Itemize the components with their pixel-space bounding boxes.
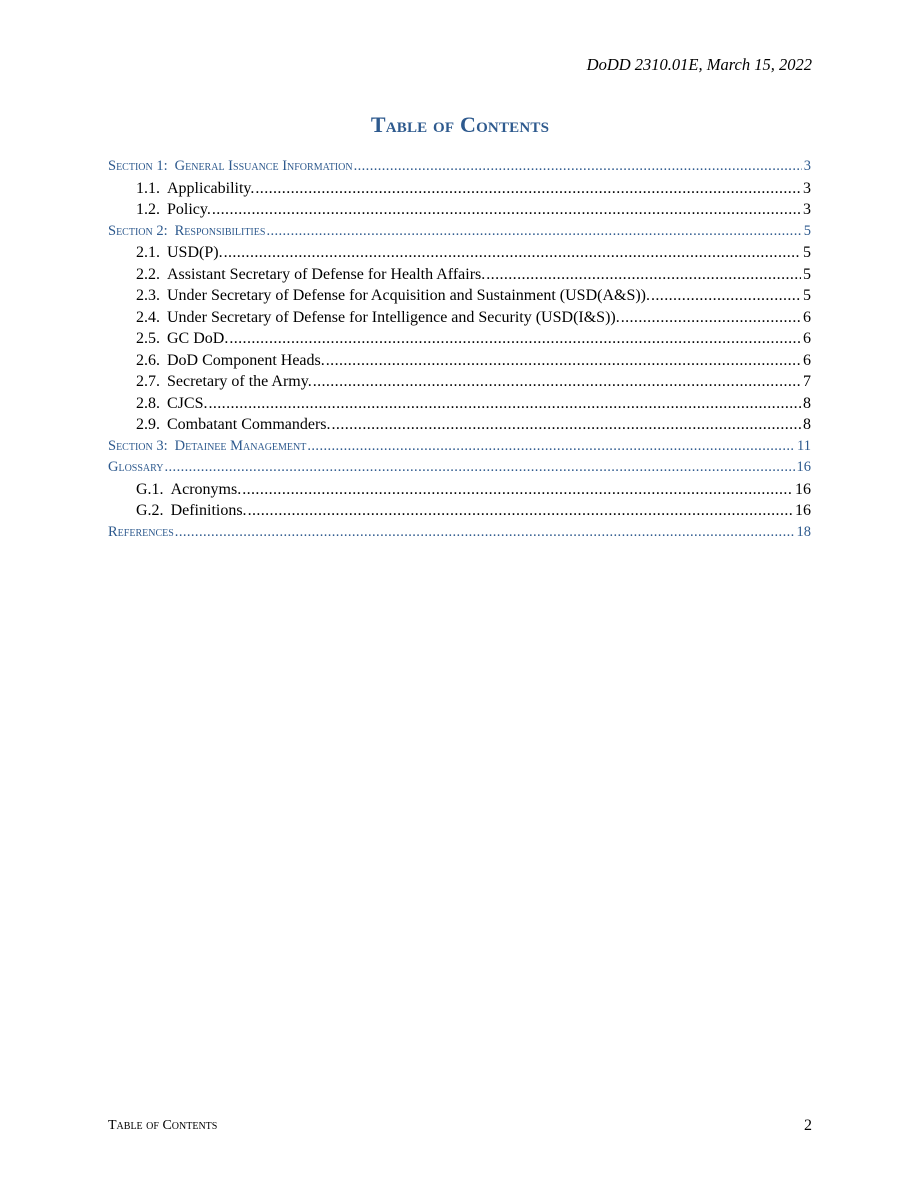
- dot-leader: [224, 242, 801, 264]
- toc-entry-label: Under Secretary of Defense for Intelligence and Security (USD(I&S)).: [167, 308, 620, 326]
- dot-leader: [212, 199, 801, 221]
- toc-entry-page: 16: [795, 480, 811, 498]
- dot-leader: [229, 328, 801, 350]
- toc-item-link[interactable]: [108, 285, 811, 307]
- toc-entry-label: CJCS.: [167, 394, 208, 412]
- toc-entry-label: Under Secretary of Defense for Acquisition and Sustainment (USD(A&S)).: [167, 287, 650, 304]
- toc-section-link[interactable]: [108, 221, 811, 243]
- dot-leader: [307, 436, 795, 458]
- toc-entry-page: 8: [803, 416, 811, 433]
- dot-leader: [486, 264, 801, 286]
- dot-leader: [255, 178, 801, 200]
- toc-entry-label: Assistant Secretary of Defense for Health Affairs.: [167, 265, 486, 283]
- toc-item-link[interactable]: [108, 371, 811, 393]
- page-title: Table of Contents: [370, 112, 550, 137]
- toc-entry-number: Section 2:: [108, 222, 168, 239]
- toc-entry-page: 8: [803, 394, 811, 412]
- toc-entry-label: Acronyms.: [170, 480, 242, 498]
- toc-entry-page: 11: [797, 437, 811, 454]
- dot-leader: [266, 221, 801, 243]
- toc-entry-page: 16: [796, 459, 811, 475]
- toc-entry-label: References: [108, 523, 174, 540]
- toc-item-link[interactable]: [108, 393, 811, 415]
- document-header: DoDD 2310.01E, March 15, 2022: [586, 55, 812, 74]
- toc-item-link[interactable]: [108, 242, 811, 264]
- toc-entry-label: Responsibilities: [174, 222, 266, 239]
- toc-entry-number: 1.1.: [136, 179, 160, 197]
- toc-entry-label: Combatant Commanders.: [167, 416, 331, 433]
- toc-entry-label: Glossary: [108, 459, 164, 475]
- table-of-contents: [108, 156, 811, 543]
- toc-entry-label: Applicability.: [167, 179, 255, 197]
- toc-entry-label: GC DoD.: [167, 330, 229, 347]
- toc-entry-page: 6: [803, 330, 811, 347]
- toc-entry-page: 18: [796, 523, 811, 540]
- toc-section-link[interactable]: [108, 457, 811, 479]
- toc-entry-page: 5: [803, 244, 811, 261]
- toc-item-link[interactable]: [108, 178, 811, 200]
- dot-leader: [248, 500, 793, 522]
- toc-entry-number: G.2.: [136, 502, 164, 519]
- toc-entry-number: 2.8.: [136, 394, 160, 412]
- dot-leader: [313, 371, 801, 393]
- toc-entry-number: 2.2.: [136, 265, 160, 283]
- toc-entry-number: G.1.: [136, 480, 164, 498]
- toc-entry-label: DoD Component Heads.: [167, 351, 325, 369]
- toc-entry-label: Definitions.: [170, 502, 247, 519]
- dot-leader: [242, 479, 793, 501]
- toc-entry-number: 2.6.: [136, 351, 160, 369]
- toc-section-link[interactable]: [108, 522, 811, 544]
- toc-entry-number: 2.9.: [136, 416, 160, 433]
- toc-entry-page: 16: [795, 502, 811, 519]
- toc-entry-number: 2.5.: [136, 330, 160, 347]
- dot-leader: [326, 350, 801, 372]
- toc-item-link[interactable]: [108, 328, 811, 350]
- toc-entry-number: 2.4.: [136, 308, 160, 326]
- toc-entry-label: Secretary of the Army.: [167, 373, 312, 390]
- toc-entry-number: 2.1.: [136, 244, 160, 261]
- footer-page-number: 2: [804, 1117, 812, 1134]
- toc-item-link[interactable]: [108, 307, 811, 329]
- toc-item-link[interactable]: [108, 350, 811, 372]
- toc-item-link[interactable]: [108, 199, 811, 221]
- dot-leader: [165, 457, 795, 479]
- toc-entry-number: 1.2.: [136, 201, 160, 218]
- toc-entry-label: General Issuance Information: [174, 158, 353, 174]
- toc-item-link[interactable]: [108, 500, 811, 522]
- toc-entry-page: 3: [803, 179, 811, 197]
- toc-entry-number: 2.7.: [136, 373, 160, 390]
- toc-entry-label: Detainee Management: [174, 437, 307, 454]
- dot-leader: [621, 307, 801, 329]
- toc-entry-label: USD(P).: [167, 244, 223, 261]
- dot-leader: [332, 414, 801, 436]
- dot-leader: [651, 285, 801, 307]
- toc-entry-page: 5: [803, 222, 811, 239]
- toc-entry-page: 6: [803, 308, 811, 326]
- toc-entry-page: 3: [803, 201, 811, 218]
- toc-section-link[interactable]: [108, 156, 811, 178]
- toc-entry-page: 3: [803, 158, 811, 174]
- toc-item-link[interactable]: [108, 414, 811, 436]
- dot-leader: [354, 156, 802, 178]
- toc-entry-label: Policy.: [167, 201, 211, 218]
- toc-item-link[interactable]: [108, 264, 811, 286]
- toc-entry-page: 6: [803, 351, 811, 369]
- toc-entry-number: Section 3:: [108, 437, 168, 454]
- toc-item-link[interactable]: [108, 479, 811, 501]
- toc-entry-number: 2.3.: [136, 287, 160, 304]
- dot-leader: [208, 393, 801, 415]
- toc-entry-page: 5: [803, 265, 811, 283]
- toc-entry-number: Section 1:: [108, 158, 168, 174]
- footer-section-label: Table of Contents: [108, 1118, 218, 1133]
- toc-entry-page: 5: [803, 287, 811, 304]
- toc-section-link[interactable]: [108, 436, 811, 458]
- dot-leader: [175, 522, 795, 544]
- toc-entry-page: 7: [803, 373, 811, 390]
